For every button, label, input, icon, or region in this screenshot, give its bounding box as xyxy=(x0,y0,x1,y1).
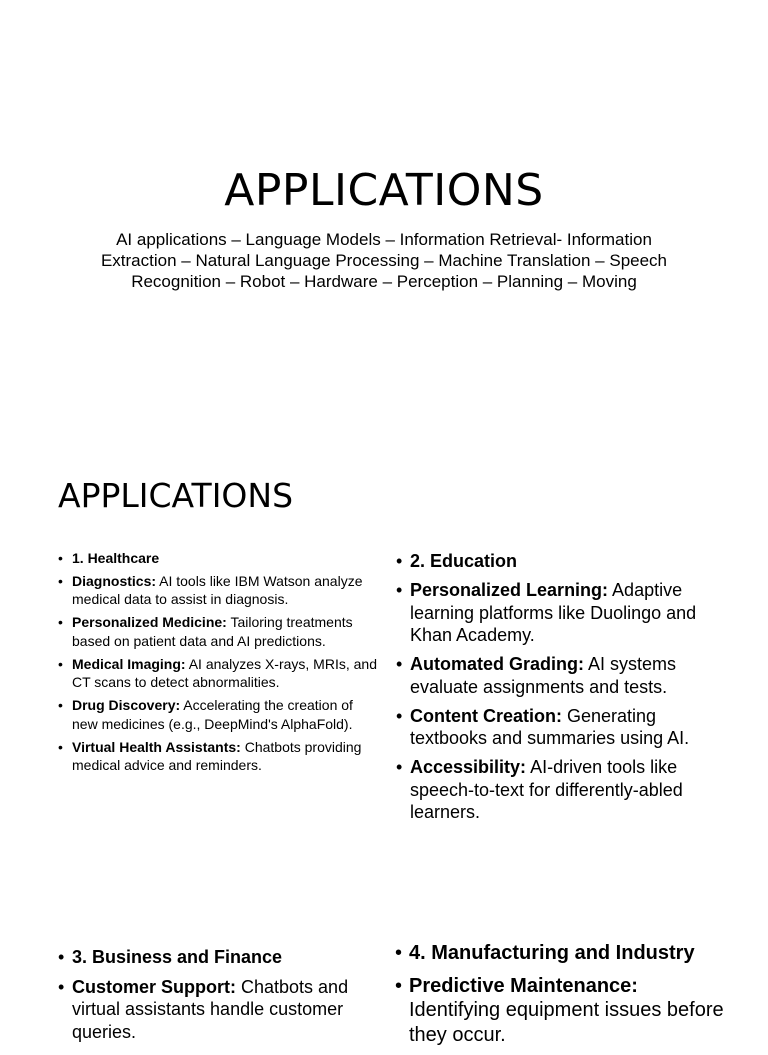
education-list xyxy=(396,550,716,830)
list-item xyxy=(396,756,716,824)
list-item xyxy=(396,579,716,647)
business-finance-list xyxy=(58,946,368,1050)
bullet-icon: • xyxy=(58,614,63,631)
list-heading xyxy=(58,946,368,969)
bullet-icon: • xyxy=(58,573,63,589)
item-term: Medical Imaging: xyxy=(72,655,186,672)
item-term: Content Creation: xyxy=(410,705,562,726)
item-term: Accessibility: xyxy=(410,757,527,777)
bullet-icon: • xyxy=(58,947,65,967)
item-term: Personalized Learning: xyxy=(410,580,609,600)
list-item xyxy=(395,974,725,1048)
list-heading xyxy=(396,550,716,573)
item-term: Diagnostics: xyxy=(72,573,157,589)
item-term: Automated Grading: xyxy=(410,654,584,674)
item-term: Drug Discovery: xyxy=(72,697,181,714)
list-item xyxy=(58,613,378,650)
item-text: AI-driven tools like speech-to-text for differently-abled learners. xyxy=(410,757,683,822)
item-text: AI analyzes X-rays, MRIs, and CT scans to detect abnormalities. xyxy=(72,655,377,691)
item-text: Tailoring treatments based on patient data and AI predictions. xyxy=(72,614,353,649)
list-item xyxy=(396,705,716,750)
item-text: Chatbots providing medical advice and reminders. xyxy=(72,738,362,774)
list-item xyxy=(396,653,716,698)
bullet-icon: • xyxy=(396,705,403,726)
healthcare-list xyxy=(58,549,378,779)
bullet-icon: • xyxy=(395,942,403,964)
bullet-icon: • xyxy=(58,697,63,714)
bullet-icon: • xyxy=(396,551,403,571)
item-text: Generating textbooks and summaries using AI. xyxy=(410,705,690,748)
item-text: Chatbots and virtual assistants handle customer queries. xyxy=(72,976,349,1042)
item-text: Accelerating the creation of new medicines (e.g., DeepMind's AlphaFold). xyxy=(72,697,353,732)
item-term: Predictive Maintenance: xyxy=(409,974,638,997)
healthcare-heading: 1. Healthcare xyxy=(72,550,160,566)
business-heading: 3. Business and Finance xyxy=(72,947,283,967)
list-item xyxy=(58,655,378,692)
item-term: Virtual Health Assistants: xyxy=(72,738,241,755)
item-text: Adaptive learning platforms like Duolingo and Khan Academy. xyxy=(410,580,697,645)
bullet-icon: • xyxy=(396,654,403,674)
bullet-icon: • xyxy=(58,738,63,755)
bullet-icon: • xyxy=(58,550,63,566)
item-text: AI systems evaluate assignments and tests. xyxy=(410,654,677,697)
bullet-icon: • xyxy=(395,974,403,997)
education-heading: 2. Education xyxy=(410,551,518,571)
item-term: Personalized Medicine: xyxy=(72,614,227,631)
slide-1-title: APPLICATIONS xyxy=(224,165,544,216)
list-item xyxy=(58,572,378,609)
bullet-icon: • xyxy=(396,580,403,600)
manufacturing-list xyxy=(395,941,725,1055)
list-heading xyxy=(395,941,725,966)
item-text: Identifying equipment issues before they occur. xyxy=(409,999,724,1046)
slide-1-subtitle: AI applications – Language Models – Information Retrieval- Information Extraction – Natural Language Processing – Machine Translation – Speech Recognition – Robot – Hardware – Perception – Planning – Moving xyxy=(100,230,668,291)
list-item xyxy=(58,738,378,775)
bullet-icon: • xyxy=(58,655,63,672)
list-item xyxy=(58,696,378,733)
item-term: Customer Support: xyxy=(72,976,236,997)
item-text: AI tools like IBM Watson analyze medical data to assist in diagnosis. xyxy=(72,573,363,608)
bullet-icon: • xyxy=(58,976,65,997)
slide-2-title: APPLICATIONS xyxy=(58,476,294,515)
list-item xyxy=(58,976,368,1044)
list-heading xyxy=(58,549,378,567)
bullet-icon: • xyxy=(396,757,403,777)
manufacturing-heading: 4. Manufacturing and Industry xyxy=(409,942,695,964)
